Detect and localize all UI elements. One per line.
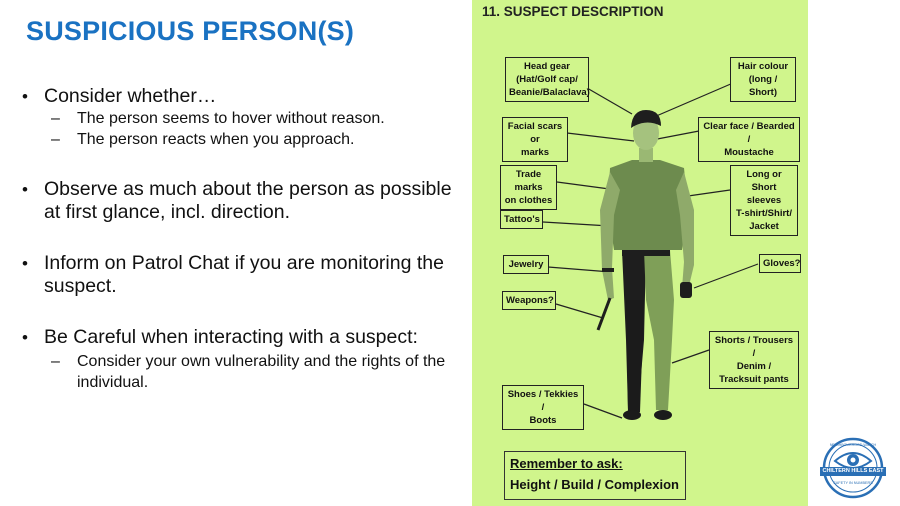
logo-top-text: NEIGHBOURHOOD WATCH bbox=[829, 443, 877, 447]
bullet-observe: • Observe as much about the person as possible at first glance, incl. direction. bbox=[22, 178, 462, 224]
logo-bottom-text: SAFETY IN NUMBERS bbox=[833, 481, 873, 485]
label-sleeves: Long or Short sleeves T-shirt/Shirt/ Jacket bbox=[730, 165, 798, 236]
remember-heading: Remember to ask: bbox=[510, 456, 623, 471]
sub-bullet-reacts: – The person reacts when you approach. bbox=[22, 129, 462, 150]
remember-box bbox=[504, 451, 686, 500]
neighbourhood-watch-logo bbox=[818, 437, 888, 499]
label-trade-marks: Trade marks on clothes bbox=[500, 165, 557, 210]
label-weapons: Weapons? bbox=[502, 291, 556, 310]
label-hair-colour: Hair colour (long / Short) bbox=[730, 57, 796, 102]
logo-name: CHILTERN HILLS EAST bbox=[822, 468, 884, 474]
panel-title: 11. SUSPECT DESCRIPTION bbox=[482, 4, 664, 19]
bullet-inform: • Inform on Patrol Chat if you are monitoring the suspect. bbox=[22, 252, 462, 298]
sub-bullet-vulnerability: – Consider your own vulnerability and the rights of the individual. bbox=[22, 351, 462, 393]
bullet-list bbox=[22, 85, 462, 393]
bullet-consider: • Consider whether… bbox=[22, 85, 462, 108]
remember-text: Height / Build / Complexion bbox=[510, 477, 679, 492]
suspect-description-panel bbox=[472, 0, 808, 506]
label-head-gear: Head gear (Hat/Golf cap/ Beanie/Balaclava) bbox=[505, 57, 589, 102]
label-clear-face: Clear face / Bearded / Moustache bbox=[698, 117, 800, 162]
sub-bullet-hover: – The person seems to hover without reason. bbox=[22, 108, 462, 129]
slide-title: SUSPICIOUS PERSON(S) bbox=[26, 16, 355, 46]
label-tattoos: Tattoo's bbox=[500, 210, 543, 229]
bullet-careful: • Be Careful when interacting with a suspect: bbox=[22, 326, 462, 349]
label-gloves: Gloves? bbox=[759, 254, 801, 273]
label-shoes: Shoes / Tekkies / Boots bbox=[502, 385, 584, 430]
label-jewelry: Jewelry bbox=[503, 255, 549, 274]
label-facial-scars: Facial scars or marks bbox=[502, 117, 568, 162]
label-shorts-trousers: Shorts / Trousers / Denim / Tracksuit pants bbox=[709, 331, 799, 389]
